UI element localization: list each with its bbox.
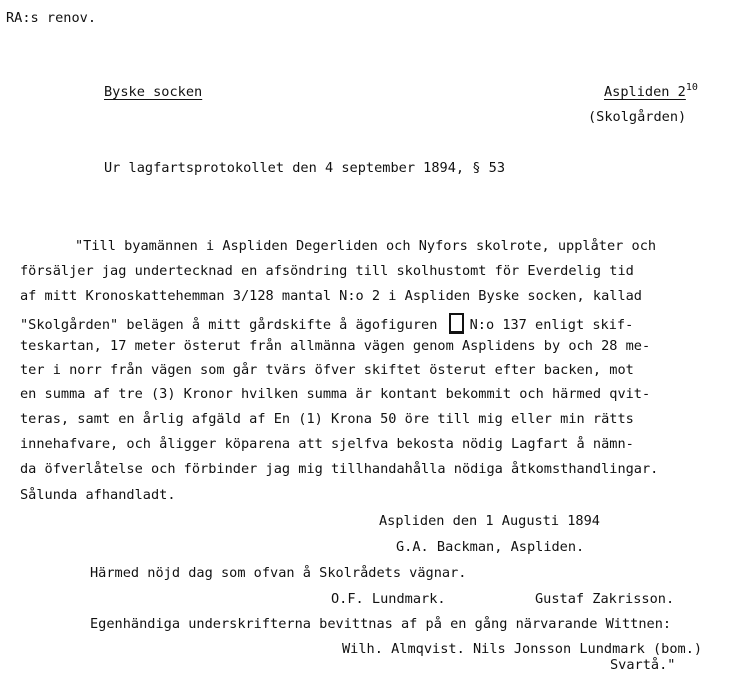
property-heading bbox=[604, 84, 698, 100]
body-line-8: teras, samt en årlig afgäld af En (1) Krona 50 öre till mig eller min rätts bbox=[20, 411, 634, 427]
property-name: Aspliden 2 bbox=[604, 84, 686, 100]
property-note: (Skolgården) bbox=[588, 109, 687, 125]
seller-signature: G.A. Backman, Aspliden. bbox=[396, 539, 585, 555]
witness-names: Wilh. Almqvist. Nils Jonsson Lundmark (bom.) bbox=[342, 641, 703, 657]
witness-intro: Egenhändiga underskrifterna bevittnas af på en gång närvarande Wittnen: bbox=[90, 616, 672, 632]
figure-symbol-icon bbox=[449, 313, 464, 334]
body-line-4-start: "Skolgården" belägen å mitt gårdskifte å ägofiguren bbox=[20, 317, 438, 333]
body-line-6: ter i norr från vägen som går tvärs öfver skiftet österut efter backen, mot bbox=[20, 362, 634, 378]
acceptance-line: Härmed nöjd dag som ofvan å Skolrådets vägnar. bbox=[90, 565, 467, 581]
body-line-7: en summa af tre (3) Kronor hvilken summa är kontant bekommit och härmed qvit- bbox=[20, 386, 651, 402]
body-line-4-end: N:o 137 enligt skif- bbox=[469, 317, 634, 333]
witness-place: Svartå." bbox=[610, 657, 676, 673]
property-superscript: 10 bbox=[685, 82, 698, 93]
signer-2: Gustaf Zakrisson. bbox=[535, 591, 675, 607]
body-line-11: Sålunda afhandladt. bbox=[20, 487, 176, 503]
body-line-10: da öfverlåtelse och förbinder jag mig tillhandahålla nödiga åtkomsthandlingar. bbox=[20, 461, 659, 477]
body-line-9: innehafvare, och åligger köparena att sjelfva bekosta nödig Lagfart å nämn- bbox=[20, 436, 634, 452]
archive-reference: RA:s renov. bbox=[6, 10, 97, 26]
source-line: Ur lagfartsprotokollet den 4 september 1894, § 53 bbox=[104, 160, 506, 176]
body-line-3: af mitt Kronoskattehemman 3/128 mantal N:o 2 i Aspliden Byske socken, kallad bbox=[20, 288, 642, 304]
body-line-5: teskartan, 17 meter österut från allmänna vägen genom Asplidens by och 28 me- bbox=[20, 338, 651, 354]
body-line-1: "Till byamännen i Aspliden Degerliden och Nyfors skolrote, upplåter och bbox=[75, 238, 657, 254]
parish-heading: Byske socken bbox=[104, 84, 203, 100]
place-date: Aspliden den 1 Augusti 1894 bbox=[379, 513, 600, 529]
body-line-2: försäljer jag undertecknad en afsöndring till skolhustomt för Everdelig tid bbox=[20, 263, 634, 279]
signer-1: O.F. Lundmark. bbox=[331, 591, 446, 607]
body-line-4 bbox=[20, 313, 633, 334]
